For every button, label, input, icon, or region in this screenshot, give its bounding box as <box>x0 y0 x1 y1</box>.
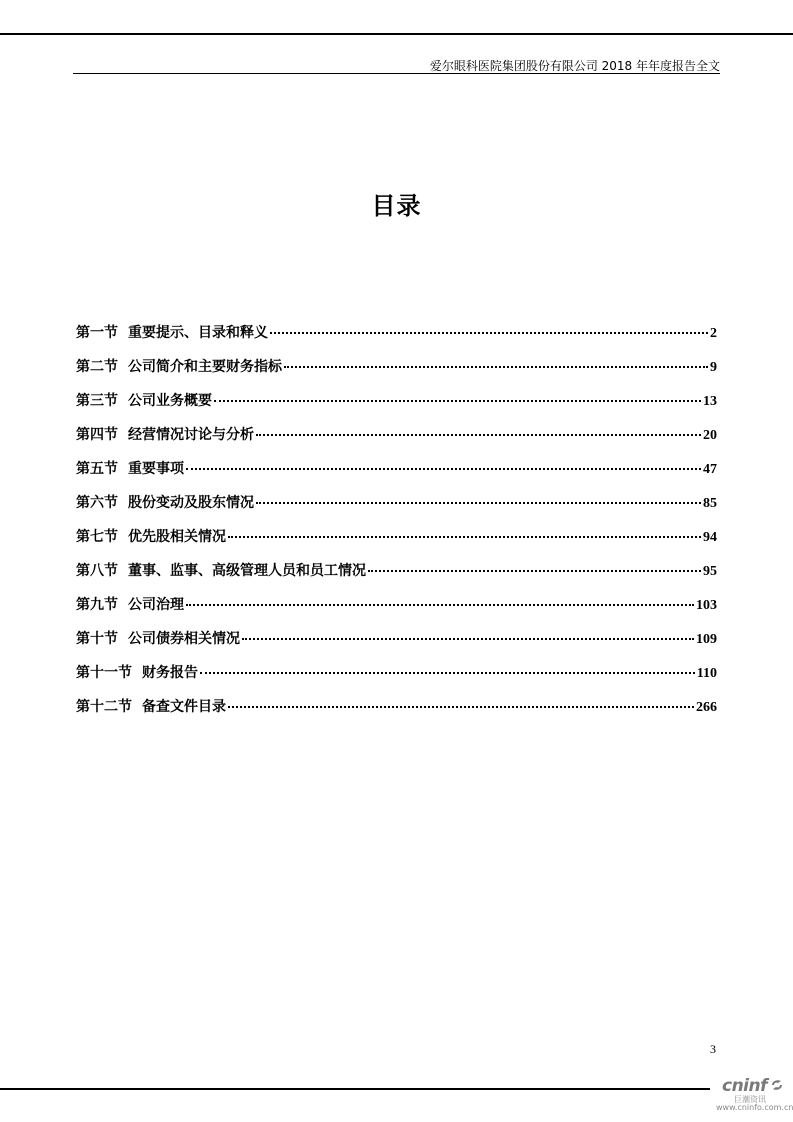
page-number: 3 <box>710 1042 716 1056</box>
toc-page-number: 47 <box>703 462 717 477</box>
toc-leader-dots <box>214 400 701 402</box>
toc-section-title: 优先股相关情况 <box>128 529 226 545</box>
toc-section-title: 公司债券相关情况 <box>128 631 240 647</box>
toc-leader-dots <box>270 332 708 334</box>
toc-section-number: 第八节 <box>76 563 118 579</box>
toc-section-number: 第一节 <box>76 325 118 341</box>
page-title: 目录 <box>371 192 422 220</box>
toc-section-number: 第五节 <box>76 461 118 477</box>
toc-section-number: 第三节 <box>76 393 118 409</box>
toc-entry[interactable] <box>76 696 717 730</box>
toc-section-title: 股份变动及股东情况 <box>128 495 254 511</box>
toc-section-title: 重要提示、目录和释义 <box>128 325 268 341</box>
toc-section-title: 重要事项 <box>128 461 184 477</box>
toc-section-title: 公司业务概要 <box>128 393 212 409</box>
toc-section-title: 董事、监事、高级管理人员和员工情况 <box>128 563 366 579</box>
header-rule <box>73 73 720 74</box>
toc-section-number: 第二节 <box>76 359 118 375</box>
toc-page-number: 95 <box>703 564 717 579</box>
toc-entry[interactable] <box>76 424 717 458</box>
toc-page-number: 110 <box>696 666 717 681</box>
toc-entry[interactable] <box>76 458 717 492</box>
toc-page-number: 13 <box>703 394 717 409</box>
toc-leader-dots <box>256 434 701 436</box>
toc-entry[interactable] <box>76 662 717 696</box>
toc-page-number: 103 <box>696 598 717 613</box>
toc-section-number: 第四节 <box>76 427 118 443</box>
toc-page-number: 20 <box>703 428 717 443</box>
toc-page-number: 85 <box>703 496 717 511</box>
toc-leader-dots <box>186 468 701 470</box>
toc-section-number: 第十一节 <box>76 665 132 681</box>
toc-leader-dots <box>242 638 694 640</box>
toc-section-number: 第六节 <box>76 495 118 511</box>
table-of-contents <box>76 322 717 730</box>
toc-section-title: 备查文件目录 <box>142 699 226 715</box>
toc-section-number: 第七节 <box>76 529 118 545</box>
toc-page-number: 2 <box>710 326 717 341</box>
logo-swirl-icon <box>770 1078 784 1092</box>
logo-url: www.cninfo.com.cn <box>716 1103 793 1112</box>
top-rule <box>0 33 793 35</box>
toc-entry[interactable] <box>76 594 717 628</box>
toc-page-number: 266 <box>696 700 717 715</box>
toc-section-title: 公司简介和主要财务指标 <box>128 359 282 375</box>
toc-leader-dots <box>284 366 708 368</box>
toc-leader-dots <box>368 570 701 572</box>
toc-entry[interactable] <box>76 322 717 356</box>
toc-section-title: 公司治理 <box>128 597 184 613</box>
logo-wordmark: cninf <box>722 1076 768 1096</box>
toc-page-number: 94 <box>703 530 717 545</box>
toc-leader-dots <box>200 672 695 674</box>
toc-leader-dots <box>228 706 694 708</box>
toc-leader-dots <box>228 536 701 538</box>
toc-leader-dots <box>186 604 694 606</box>
toc-entry[interactable] <box>76 390 717 424</box>
toc-section-title: 经营情况讨论与分析 <box>128 427 254 443</box>
toc-entry[interactable] <box>76 492 717 526</box>
toc-entry[interactable] <box>76 356 717 390</box>
running-header: 爱尔眼科医院集团股份有限公司 2018 年年度报告全文 <box>429 59 720 73</box>
toc-entry[interactable] <box>76 526 717 560</box>
toc-entry[interactable] <box>76 628 717 662</box>
toc-section-title: 财务报告 <box>142 665 198 681</box>
toc-page-number: 9 <box>710 360 717 375</box>
bottom-rule <box>0 1088 710 1090</box>
toc-section-number: 第十节 <box>76 631 118 647</box>
toc-leader-dots <box>256 502 701 504</box>
toc-page-number: 109 <box>696 632 717 647</box>
cninfo-logo <box>716 1076 793 1116</box>
logo-subtitle: 巨潮资讯 <box>734 1095 766 1104</box>
toc-section-number: 第十二节 <box>76 699 132 715</box>
toc-section-number: 第九节 <box>76 597 118 613</box>
toc-entry[interactable] <box>76 560 717 594</box>
